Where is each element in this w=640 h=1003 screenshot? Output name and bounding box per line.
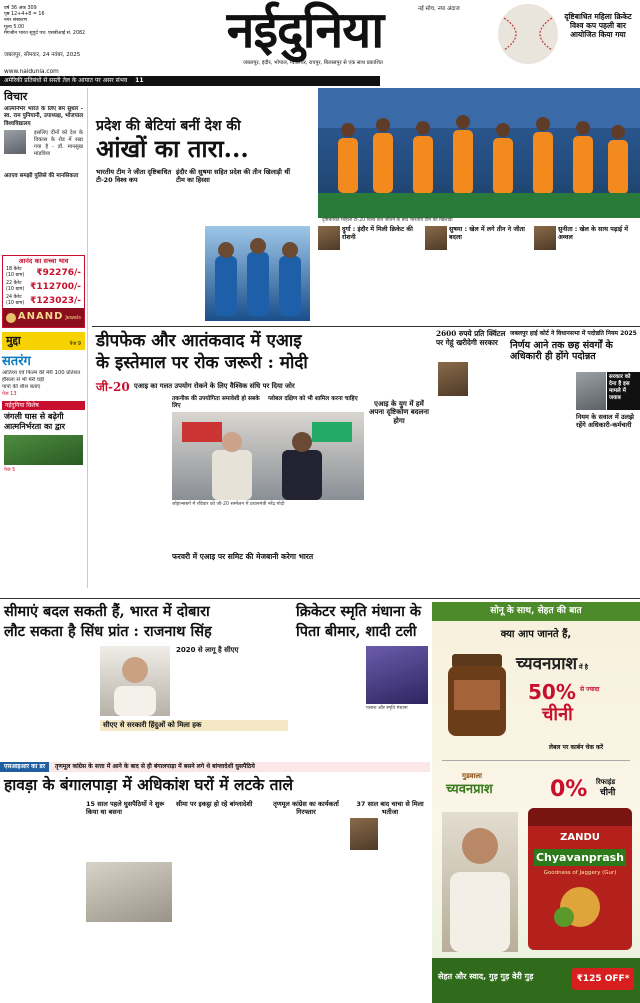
- bottom-box2-body: [176, 820, 262, 1000]
- cricket-headline-2[interactable]: पिता बीमार, शादी टली: [296, 623, 417, 640]
- strip-label: एसआइआर का डर: [0, 762, 49, 772]
- lead-sub1: भारतीय टीम ने जीता दृष्टिबाधित टी-20 विश्व कप: [96, 168, 172, 185]
- masthead-editions: जबलपुर, इंदौर, भोपाल, ग्वालियर, रायपुर, बिलासपुर से एक साथ प्रकाशित: [243, 60, 383, 66]
- ad-zero-label2: चीनी: [600, 788, 616, 798]
- border-box2-body: [100, 732, 288, 758]
- profile-col[interactable]: सुनीता : खेल के साथ पढ़ाई में अव्वल: [534, 226, 638, 322]
- ticker-text: अमेरिकी प्रतिबंधों से सस्ती तेल के आयात पर असर संभव: [4, 77, 128, 84]
- lead-kicker[interactable]: प्रदेश की बेटियां बनीं देश की: [96, 118, 241, 134]
- profile-col[interactable]: दुर्गा : इंदौर में मिली क्रिकेट की रोशनी: [318, 226, 422, 322]
- ad-offer[interactable]: ₹125 OFF*: [572, 968, 634, 990]
- bottom-photo-2: [350, 818, 378, 850]
- jeweller-name: ANAND: [17, 311, 64, 323]
- mudda-box[interactable]: [2, 332, 85, 350]
- lead-headline[interactable]: आंखों का तारा...: [96, 134, 249, 163]
- main-body-1: [96, 396, 168, 594]
- satrang-item: पापों की शीश बताएं: [2, 383, 41, 390]
- satrang-box[interactable]: [2, 354, 85, 397]
- court-headline[interactable]: निर्णय आने तक छह संवर्गों के अधिकारी ही होंगे पदोन्नत: [510, 340, 613, 363]
- main-bullet: ग्लोबल दक्षिण को भी शामिल करना चाहिए: [268, 396, 358, 402]
- jar-fruit-icon: [528, 877, 632, 937]
- gold-value: ₹123023/-: [30, 295, 81, 306]
- cricket-body: [296, 646, 362, 758]
- meta-line: मूल्य 5.00: [4, 24, 25, 30]
- lead-caption: दृष्टिबाधित महिला टी-20 विश्व कप जीतने के बाद भारतीय टीम की खिलाड़ी: [322, 218, 453, 223]
- masthead-promo[interactable]: दृष्टिबाधित महिला क्रिकेट विश्व कप पहली बार आयोजित किया गया: [564, 12, 632, 39]
- satrang-title: सतरंग: [2, 353, 31, 369]
- bottom-headline[interactable]: हावड़ा के बंगालपाड़ा में अधिकांश घरों में लटके ताले: [4, 775, 293, 794]
- border-box1: 2020 से लागू है सीएए: [176, 646, 239, 654]
- court-body: [510, 372, 572, 594]
- jeweller-banner[interactable]: [3, 308, 84, 327]
- ad-zero-label: रिफाइंड: [596, 778, 616, 786]
- vichar-item[interactable]: आत्मनिर्भर भारत के लिए बम सुधार - स्व. राम पुनियानी, उपाध्यक्ष, भोजपाल विश्वविद्यालय: [4, 105, 83, 127]
- profile-name: दुर्गा: [342, 226, 351, 233]
- gold-row: [3, 280, 84, 294]
- bottom-box4-body: [380, 818, 430, 1000]
- profile-col[interactable]: सुषमा : खेल में लगे तीन ने जीता बदला: [425, 226, 531, 322]
- ad-product-suffix: में है: [579, 664, 588, 671]
- main-body-2: [172, 512, 264, 550]
- profile-body: [342, 242, 422, 310]
- ad-slogan-bar: [432, 958, 640, 1003]
- ad-slogan: सेहत और स्वाद, गुड़ गुड़ वेरी गुड़: [438, 972, 534, 981]
- lead-sub2: इंदौर की सुषमा सहित प्रदेश की तीन खिलाड़ी थीं टीम का हिस्सा: [176, 168, 291, 185]
- border-headline-2[interactable]: लौट सकता है सिंध प्रांत : राजनाथ सिंह: [4, 623, 212, 640]
- main-label: जी-20: [96, 380, 130, 394]
- rajnath-photo: [100, 646, 170, 716]
- vishesh-photo: [4, 435, 83, 465]
- cricket-headline-1[interactable]: क्रिकेटर स्मृति मंधाना के: [296, 603, 422, 620]
- bottom-box4: 37 साल बाद चाचा से मिला भतीजा: [356, 800, 424, 817]
- model-person-icon: [442, 812, 518, 952]
- bottom-body-1: [4, 800, 80, 1000]
- mandhana-photo: [366, 646, 428, 704]
- court-kicker: जबलपुर हाई कोर्ट ने विधानसभा में पदोन्नति नियम 2025: [510, 330, 637, 337]
- profile-name: सुनीता: [558, 226, 573, 233]
- jeweller-sub: Jewels: [65, 315, 82, 322]
- bottom-box3-body: [266, 822, 346, 1000]
- profile-title: खेल के साथ पढ़ाई में अव्वल: [558, 226, 629, 241]
- gold-value: ₹112700/-: [30, 281, 81, 292]
- gold-label: 18 कैरेट: [6, 267, 22, 273]
- ad-brand-top: गुडवाला: [462, 772, 482, 780]
- ad-sugar: चीनी: [542, 704, 573, 725]
- strip-text: तृणमूल कांग्रेस के सत्ता में आने के बाद से ही बंगालपाड़ा में बसने लगे थे बांग्लादेशी घुसपैठिये: [54, 763, 255, 770]
- chyawanprash-ad[interactable]: [432, 602, 640, 1003]
- bottom-photo-1: [86, 862, 172, 922]
- mudda-page: पेज 9: [69, 341, 81, 348]
- wheat-photo: [438, 362, 468, 396]
- main-sub-body: [172, 564, 364, 594]
- lead-team-photo[interactable]: [318, 88, 640, 218]
- satrang-item: हौसला से भी मेरी घड़ी: [2, 376, 45, 383]
- ad-model-photo: [442, 812, 518, 952]
- sidebar: [0, 88, 88, 588]
- gold-unit: (10 ग्राम): [6, 301, 25, 307]
- jeweller-logo-icon: [6, 313, 16, 323]
- main-subhead: एआइ का गलत उपयोग रोकने के लिए वैश्विक संधि पर दिया जोर: [134, 382, 295, 390]
- vishesh-head: जंगली घास से बढ़ेगी आत्मनिर्भरता का द्वार: [4, 411, 65, 431]
- profile-title: इंदौर में मिली क्रिकेट की रोशनी: [342, 226, 413, 241]
- ad-divider: [442, 760, 630, 761]
- ad-percent: 50%: [528, 680, 576, 704]
- main-bullet: तकनीक की उपयोगिता समावेशी हो सबके लिए: [172, 396, 260, 410]
- ad-brand-name: च्यवनप्राश: [446, 782, 493, 797]
- vishesh-page: पेज 5: [4, 466, 16, 473]
- court-side2: नियम के सवाल में उलझे रहेंगे अधिकारी-कर्मचारी: [576, 413, 634, 429]
- main-side-head: एआइ के युग में हमें अपना दृष्टिकोण बदलना होगा: [369, 399, 429, 425]
- ad-product: च्यवनप्राश: [516, 654, 578, 674]
- court-photo: [576, 372, 606, 410]
- author-photo: [4, 130, 26, 154]
- summit-leaders-icon: [172, 412, 364, 500]
- profile-body: [449, 242, 531, 310]
- ticker-bar[interactable]: [0, 76, 380, 86]
- mudda-title: मुद्दा: [6, 333, 21, 347]
- ad-zero: 0%: [550, 777, 588, 802]
- players-silhouette-icon: [205, 226, 310, 321]
- ticker-page: 11: [135, 77, 144, 84]
- court-body-2: [576, 450, 640, 594]
- jar-sub: Goodness of Jaggery (Gur): [543, 870, 617, 877]
- ad-badge: लेबल पर कार्बन चेक करें: [548, 744, 604, 751]
- meta-line: वर्ष 36 अंक 309: [4, 6, 37, 11]
- gold-value: ₹92276/-: [36, 267, 81, 278]
- gold-title: आनंद का सच्चा भाव: [18, 257, 69, 266]
- ad-jar: [528, 808, 632, 950]
- jar-brand: ZANDU: [560, 832, 600, 843]
- profile-photo: [425, 226, 447, 250]
- vichar-title: विचार: [4, 90, 28, 103]
- divider: [0, 598, 640, 599]
- border-body: [4, 646, 96, 758]
- masthead-tagline: नई सोच, नया अंदाज: [418, 6, 460, 12]
- ad-tagline: सोनू के साथ, सेहत की बात: [490, 606, 582, 616]
- meta-line: मैगजीन भारत सुपुर्द पत्र: एसबीआई सं. 2082: [4, 30, 86, 36]
- meta-line: पृष्ठ 12+4+8 = 16: [4, 12, 45, 18]
- vichar-item[interactable]: इसलिए दीनों को देश के विकास के रोड में रखा गया है - डॉ. मानसुख मांडविया: [34, 129, 83, 157]
- border-box2: सीएए से सरकारी हिंदुओं को मिला हक: [100, 720, 288, 731]
- meta-line: नगर संस्करण: [4, 18, 28, 24]
- main-headline-2[interactable]: के इस्तेमाल पर रोक जरूरी : मोदी: [96, 353, 308, 373]
- satrang-page: पेज 13: [2, 390, 17, 397]
- bottom-box1-body: [86, 820, 172, 860]
- ad-tagline-bar: [432, 602, 640, 621]
- main-headline-1[interactable]: डीपफेक और आतंकवाद में एआइ: [96, 331, 302, 351]
- person-icon: [100, 646, 170, 716]
- bottom-box3: तृणमूल कांग्रेस का कार्यकर्ता गिरफ्तार: [273, 800, 339, 817]
- profile-name: सुषमा: [449, 226, 463, 233]
- team-celebration-icon: [318, 88, 640, 218]
- profile-photo: [534, 226, 556, 250]
- border-box1-body: [176, 658, 288, 712]
- lead-body-2: [96, 226, 202, 321]
- court-side1: सरकार को देना है इस मामले में जवाब: [607, 372, 640, 410]
- vishesh-box[interactable]: [2, 401, 85, 473]
- vishesh-title: नईदुनिया विशेष: [2, 401, 85, 411]
- ad-product-line: [516, 654, 636, 675]
- gold-rate-box[interactable]: [2, 255, 85, 328]
- jar-lid: [528, 808, 632, 826]
- divider: [92, 326, 640, 327]
- lead-body: [96, 190, 312, 226]
- masthead-date: जबलपुर, सोमवार, 24 नवंबर, 2025: [4, 52, 81, 58]
- lead-player-photo: [205, 226, 310, 321]
- masthead: [0, 0, 640, 68]
- gold-label: 24 कैरेट: [6, 295, 22, 301]
- satrang-item: आतिथ्य एवं फिल्म की मेरी 100 प्रतिशत: [2, 369, 81, 376]
- gold-unit: (10 ग्राम): [6, 273, 25, 279]
- bottom-box1: 15 साल पहले घुसपैठियों ने शुरू किया था बसना: [86, 800, 165, 817]
- main-photo[interactable]: [172, 412, 364, 500]
- jar-name: Chyavanprash: [534, 849, 626, 867]
- profile-title: खेल में लगे तीन ने जीता बदला: [449, 226, 525, 241]
- gold-row: [3, 266, 84, 280]
- sir-strip[interactable]: [0, 762, 430, 772]
- vichar-more[interactable]: अतएव समझी पुलिसे की मानसिकता: [4, 172, 79, 179]
- cricket-caption: पलाश और स्मृति मंधाना: [366, 706, 408, 711]
- ad-question: क्या आप जानते हैं,: [500, 629, 572, 641]
- gold-unit: (10 ग्राम): [6, 287, 25, 293]
- main-photo-caption: जोहान्सबर्ग में रविवार को जी-20 सम्मेलन में प्रधानमंत्री नरेंद्र मोदी: [172, 502, 285, 507]
- ad-percent-label: से ज्यादा: [580, 686, 600, 693]
- main-sub-story[interactable]: फरवरी में एआइ पर समिट की मेजबानी करेगा भारत: [172, 552, 314, 561]
- border-headline-1[interactable]: सीमाएं बदल सकती हैं, भारत में दोबारा: [4, 603, 210, 620]
- bottom-box2: सीमा पर इकट्ठा हो रहे बांग्लादेशी: [176, 800, 253, 808]
- profile-body: [558, 242, 638, 310]
- bottom-body-2: [86, 926, 172, 1000]
- website[interactable]: www.naidunia.com: [4, 69, 59, 75]
- vichar-body: [0, 181, 87, 251]
- profile-photo: [318, 226, 340, 250]
- cricket-ball-icon: [498, 0, 558, 68]
- jar-icon: [444, 650, 510, 740]
- main-side-body: [366, 426, 432, 594]
- cricket-body-2: [366, 716, 428, 758]
- gold-row: [3, 294, 84, 308]
- masthead-logo[interactable]: नईदुनिया: [226, 0, 384, 59]
- main-body-3: [268, 512, 362, 550]
- masthead-meta: [4, 6, 104, 37]
- wheat-body: [436, 398, 506, 594]
- gold-label: 22 कैरेट: [6, 281, 22, 287]
- wheat-headline[interactable]: 2600 रुपये प्रति क्विंटल पर गेहूं खरीदेगी सरकार: [436, 329, 506, 347]
